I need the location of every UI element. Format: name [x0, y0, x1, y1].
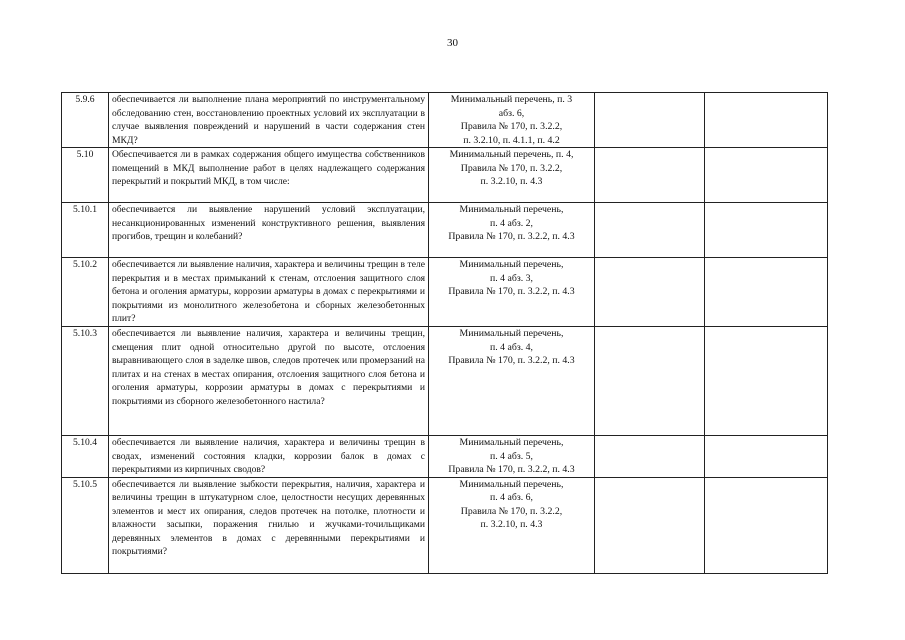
note-cell[interactable]: [705, 436, 828, 478]
reference-line: Правила № 170, п. 3.2.2,: [460, 162, 563, 174]
reference-line: п. 4 абз. 3,: [490, 272, 533, 284]
reference-line: Минимальный перечень,: [459, 437, 564, 448]
table-row: [62, 203, 828, 258]
item-question: обеспечивается ли выявление нарушений условий эксплуатации, несанкционированных изменений конструктивного решения, выявления прогибов, трещин и колебаний?: [109, 203, 429, 258]
checklist-table: [61, 92, 828, 574]
item-number: 5.10.2: [62, 258, 109, 327]
answer-cell[interactable]: [595, 93, 705, 148]
item-number: 5.10: [62, 148, 109, 203]
item-reference: [429, 258, 595, 327]
reference-line: Правила № 170, п. 3.2.2,: [460, 121, 563, 132]
answer-cell[interactable]: [595, 258, 705, 327]
reference-line: Правила № 170, п. 3.2.2,: [460, 505, 563, 517]
item-question: обеспечивается ли выполнение плана мероприятий по инструментальному обследованию стен, восстановлению проектных условий их эксплуатации в случае выявления повреждений и нарушений в части содержания стен МКД?: [109, 93, 429, 148]
reference-line: п. 4 абз. 4,: [490, 341, 533, 353]
item-number: 5.10.1: [62, 203, 109, 258]
note-cell[interactable]: [705, 258, 828, 327]
item-reference: [429, 148, 595, 203]
item-number: 5.10.4: [62, 436, 109, 478]
answer-cell[interactable]: [595, 148, 705, 203]
reference-line: п. 3.2.10, п. 4.3: [480, 519, 543, 530]
answer-cell[interactable]: [595, 477, 705, 573]
item-reference: [429, 93, 595, 148]
item-question: обеспечивается ли выявление зыбкости перекрытия, наличия, характера и величины трещин в штукатурном слое, целостности несущих деревянных элементов и мест их опирания, следов протечек на потолке, плотности и влажности засыпки, поражения гнилью и жучками-точильщиками деревянных элементов в домах с деревянными перекрытиями и покрытиями?: [109, 477, 429, 573]
note-cell[interactable]: [705, 327, 828, 436]
note-cell[interactable]: [705, 203, 828, 258]
reference-line: Минимальный перечень,: [459, 478, 564, 490]
answer-cell[interactable]: [595, 203, 705, 258]
table-row: [62, 327, 828, 436]
table-row: [62, 93, 828, 148]
reference-line: Правила № 170, п. 3.2.2, п. 4.3: [448, 286, 575, 297]
item-number: 5.10.3: [62, 327, 109, 436]
item-reference: [429, 203, 595, 258]
reference-line: Минимальный перечень,: [459, 259, 564, 270]
note-cell[interactable]: [705, 148, 828, 203]
reference-line: п. 3.2.10, п. 4.1.1, п. 4.2: [463, 134, 560, 146]
reference-line: п. 4 абз. 6,: [490, 492, 533, 503]
note-cell[interactable]: [705, 93, 828, 148]
answer-cell[interactable]: [595, 436, 705, 478]
item-question: обеспечивается ли выявление наличия, характера и величины трещин в сводах, изменений состояния кладки, коррозии балок в домах с перекрытиями из кирпичных сводов?: [109, 436, 429, 478]
item-question: обеспечивается ли выявление наличия, характера и величины трещин в теле перекрытия и в местах примыканий к стенам, отслоения защитного слоя бетона и оголения арматуры, коррозии арматуры в домах с перекрытиями и покрытиями из монолитного железобетона и сборных железобетонных плит?: [109, 258, 429, 327]
reference-line: Правила № 170, п. 3.2.2, п. 4.3: [448, 464, 575, 475]
reference-line: п. 3.2.10, п. 4.3: [480, 176, 543, 187]
table-row: [62, 436, 828, 478]
reference-line: Правила № 170, п. 3.2.2, п. 4.3: [448, 355, 575, 366]
reference-line: Минимальный перечень,: [459, 328, 564, 339]
reference-line: п. 4 абз. 5,: [490, 450, 533, 462]
note-cell[interactable]: [705, 477, 828, 573]
reference-line: Минимальный перечень, п. 4,: [449, 149, 574, 160]
answer-cell[interactable]: [595, 327, 705, 436]
reference-line: абз. 6,: [498, 107, 525, 119]
item-reference: [429, 327, 595, 436]
item-number: 5.9.6: [62, 93, 109, 148]
reference-line: Минимальный перечень,: [459, 204, 564, 215]
item-number: 5.10.5: [62, 477, 109, 573]
table-row: [62, 477, 828, 573]
item-question: обеспечивается ли выявление наличия, характера и величины трещин, смещения плит одной относительно другой по высоте, отслоения выравнивающего слоя в заделке швов, следов протечек или промерзаний на плитах и на стенах в местах опирания, отслоения защитного слоя бетона и оголения арматуры, коррозии арматуры в домах с перекрытиями и покрытиями из сборного железобетонного настила?: [109, 327, 429, 436]
table-row: [62, 258, 828, 327]
item-reference: [429, 477, 595, 573]
item-question: Обеспечивается ли в рамках содержания общего имущества собственников помещений в МКД выполнение работ в целях надлежащего содержания перекрытий и покрытий МКД, в том числе:: [109, 148, 429, 203]
table-row: [62, 148, 828, 203]
reference-line: п. 4 абз. 2,: [490, 217, 533, 229]
reference-line: Минимальный перечень, п. 3: [450, 94, 573, 105]
reference-line: Правила № 170, п. 3.2.2, п. 4.3: [448, 231, 575, 242]
page-number: 30: [447, 37, 458, 49]
item-reference: [429, 436, 595, 478]
